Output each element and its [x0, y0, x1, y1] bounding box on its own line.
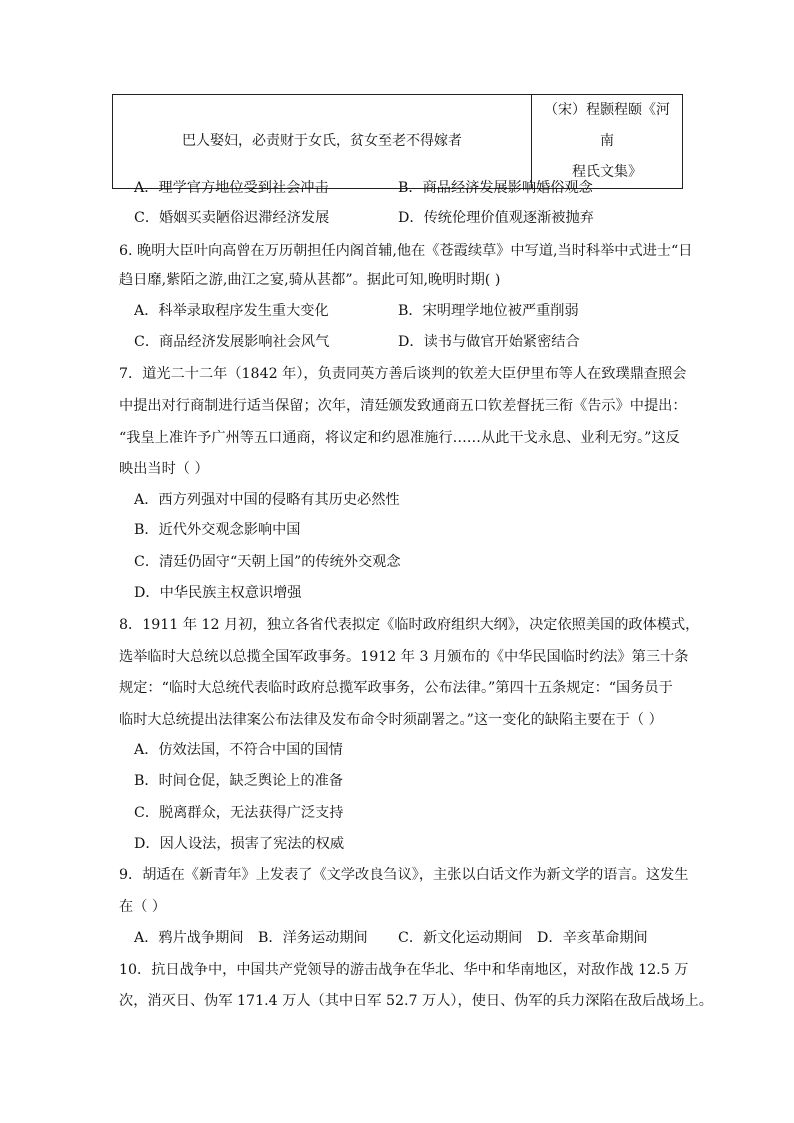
q7-option-a: A．西方列强对中国的侵略有其历史必然性 — [134, 492, 400, 508]
q9-stem-line-2: 在（ ） — [119, 899, 167, 915]
q6-option-c: C．商品经济发展影响社会风气 — [134, 334, 330, 350]
quote-source — [532, 95, 683, 189]
q6-stem-line-2: 趋日靡,紫陌之游,曲江之宴,骑从甚都”。据此可知,晚明时期( ) — [119, 272, 501, 288]
q5-option-d: D．传统伦理价值观逐渐被抛弃 — [398, 210, 594, 226]
q8-option-a: A．仿效法国，不符合中国的国情 — [134, 742, 343, 758]
q10-stem-line-2: 次，消灭日、伪军 171.4 万人（其中日军 52.7 万人），使日、伪军的兵力深陷在敌后战场上。 — [119, 993, 713, 1009]
quote-text: 巴人娶妇，必责财于女氏，贫女至老不得嫁者 — [113, 95, 532, 189]
q5-option-b: B．商品经济发展影响婚俗观念 — [398, 180, 593, 196]
table-row — [113, 95, 683, 189]
q7-stem-line-2: 中提出对行商制进行适当保留；次年，清廷颁发致通商五口钦差督抚三衔《告示》中提出： — [119, 398, 687, 414]
q8-stem-line-1: 8．1911 年 12 月初，独立各省代表拟定《临时政府组织大纲》，决定依照美国的政体模式， — [119, 617, 700, 633]
q8-stem-line-2: 选举临时大总统以总揽全国军政事务。1912 年 3 月颁布的《中华民国临时约法》第三十条 — [119, 649, 689, 665]
q7-option-c: C．清廷仍固守“天朝上国”的传统外交观念 — [134, 554, 401, 570]
q5-option-c: C．婚姻买卖陋俗迟滞经济发展 — [134, 210, 330, 226]
q8-option-c: C．脱离群众，无法获得广泛支持 — [134, 805, 344, 821]
q7-option-d: D．中华民族主权意识增强 — [134, 585, 302, 601]
q6-option-a: A．科举录取程序发生重大变化 — [134, 303, 329, 319]
q7-stem-line-4: 映出当时（ ） — [119, 461, 209, 477]
q6-stem-line-1: 6. 晚明大臣叶向高曾在万历朝担任内阁首辅,他在《苍霞续草》中写道,当时科举中式进士“日 — [119, 243, 693, 259]
q8-stem-line-4: 临时大总统提出法律案公布法律及发布命令时须副署之。”这一变化的缺陷主要在于（ ） — [119, 712, 663, 728]
q8-option-b: B．时间仓促，缺乏舆论上的准备 — [134, 773, 344, 789]
quote-source-line-1: （宋）程颢程颐《河南 — [544, 102, 670, 149]
q7-stem-line-1: 7．道光二十二年（1842 年），负责同英方善后谈判的钦差大臣伊里布等人在致璞鼎查照会 — [119, 366, 687, 382]
q7-option-b: B．近代外交观念影响中国 — [134, 522, 301, 538]
q9-option-b: B．洋务运动期间 — [258, 930, 368, 946]
quote-source-line-2: 程氏文集》 — [572, 164, 642, 180]
q9-option-d: D．辛亥革命期间 — [537, 930, 648, 946]
quote-table — [112, 94, 683, 189]
q8-stem-line-3: 规定：“临时大总统代表临时政府总揽军政事务，公布法律。”第四十五条规定：“国务员于 — [119, 680, 673, 696]
q9-stem-line-1: 9．胡适在《新青年》上发表了《文学改良刍议》，主张以白话文作为新文学的语言。这发生 — [119, 867, 689, 883]
q7-stem-line-3: “我皇上准许予广州等五口通商，将议定和约恩准施行……从此干戈永息、业利无穷。”这反 — [119, 430, 680, 446]
q6-option-d: D．读书与做官开始紧密结合 — [398, 334, 580, 350]
q5-option-a: A．理学官方地位受到社会冲击 — [134, 180, 329, 196]
q10-stem-line-1: 10．抗日战争中，中国共产党领导的游击战争在华北、华中和华南地区，对敌作战 12.5 万 — [119, 962, 689, 978]
q9-option-a: A．鸦片战争期间 — [134, 930, 244, 946]
q6-option-b: B．宋明理学地位被严重削弱 — [398, 303, 579, 319]
q8-option-d: D．因人设法，损害了宪法的权威 — [134, 836, 345, 852]
q9-option-c: C．新文化运动期间 — [398, 930, 523, 946]
